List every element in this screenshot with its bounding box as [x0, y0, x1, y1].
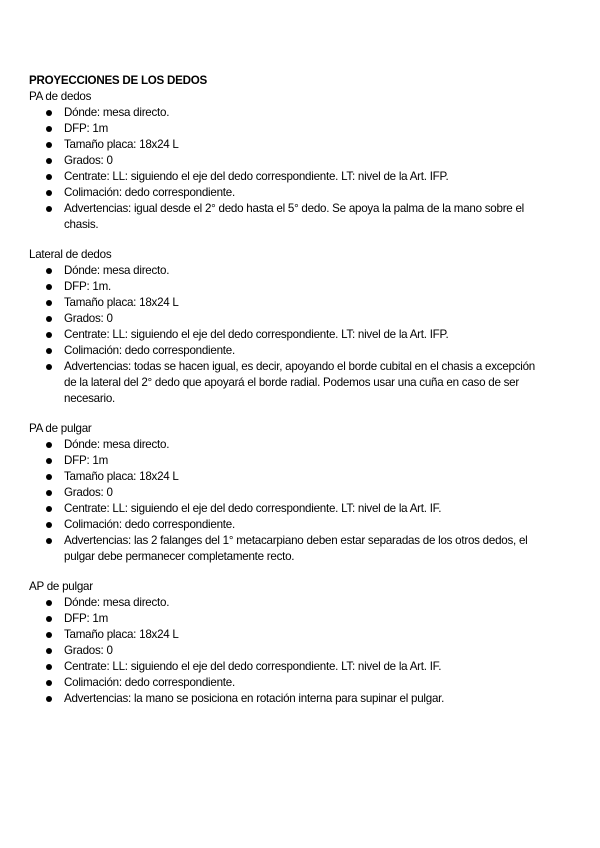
list-item-text: Tamaño placa: 18x24 L	[64, 628, 179, 641]
list-item	[29, 153, 549, 169]
section-spacer	[29, 565, 549, 579]
list-item	[29, 517, 549, 533]
list-item	[29, 469, 549, 485]
list-item-text: DFP: 1m	[64, 612, 108, 625]
list-item-text: Grados: 0	[64, 644, 113, 657]
bullet-icon	[46, 522, 52, 528]
bullet-icon	[46, 600, 52, 606]
bullet-icon	[46, 696, 52, 702]
bullet-icon	[46, 538, 52, 544]
list-item-text: Tamaño placa: 18x24 L	[64, 138, 179, 151]
bullet-icon	[46, 190, 52, 196]
section-spacer	[29, 233, 549, 247]
document-page	[29, 73, 549, 707]
list-item-text: Grados: 0	[64, 312, 113, 325]
list-item	[29, 169, 549, 185]
list-item	[29, 137, 549, 153]
bullet-icon	[46, 142, 52, 148]
bullet-icon	[46, 506, 52, 512]
list-item-text: Tamaño placa: 18x24 L	[64, 470, 179, 483]
list-item	[29, 201, 549, 233]
list-item-text: DFP: 1m	[64, 454, 108, 467]
bullet-icon	[46, 490, 52, 496]
bullet-icon	[46, 348, 52, 354]
list-item	[29, 185, 549, 201]
list-item-text: Colimación: dedo correspondiente.	[64, 518, 235, 531]
list-item-text: Tamaño placa: 18x24 L	[64, 296, 179, 309]
section-heading: Lateral de dedos	[29, 248, 112, 261]
list-item	[29, 627, 549, 643]
list-item	[29, 359, 549, 407]
section-spacer	[29, 407, 549, 421]
section-heading: PA de dedos	[29, 90, 92, 103]
bullet-list	[29, 595, 549, 707]
list-item	[29, 263, 549, 279]
list-item-text: Grados: 0	[64, 486, 113, 499]
document-title: PROYECCIONES DE LOS DEDOS	[29, 74, 207, 87]
bullet-icon	[46, 364, 52, 370]
list-item	[29, 295, 549, 311]
bullet-icon	[46, 300, 52, 306]
bullet-icon	[46, 632, 52, 638]
list-item	[29, 105, 549, 121]
list-item	[29, 501, 549, 517]
section	[29, 579, 549, 707]
list-item	[29, 485, 549, 501]
list-item-text: Dónde: mesa directo.	[64, 264, 170, 277]
list-item-text: Colimación: dedo correspondiente.	[64, 344, 235, 357]
bullet-icon	[46, 680, 52, 686]
bullet-icon	[46, 158, 52, 164]
bullet-icon	[46, 126, 52, 132]
list-item	[29, 343, 549, 359]
list-item	[29, 327, 549, 343]
bullet-list	[29, 263, 549, 407]
bullet-list	[29, 105, 549, 233]
section-heading: AP de pulgar	[29, 580, 93, 593]
list-item	[29, 533, 549, 565]
list-item-text: Grados: 0	[64, 154, 113, 167]
bullet-icon	[46, 316, 52, 322]
bullet-icon	[46, 616, 52, 622]
list-item	[29, 611, 549, 627]
list-item-text: Dónde: mesa directo.	[64, 106, 170, 119]
list-item-text: Centrate: LL: siguiendo el eje del dedo correspondiente. LT: nivel de la Art. IF.	[64, 502, 442, 515]
list-item-text: Dónde: mesa directo.	[64, 596, 170, 609]
list-item-text: Centrate: LL: siguiendo el eje del dedo correspondiente. LT: nivel de la Art. IFP.	[64, 170, 449, 183]
sections-container	[29, 89, 549, 707]
list-item-text: Dónde: mesa directo.	[64, 438, 170, 451]
list-item-text: DFP: 1m	[64, 122, 108, 135]
section	[29, 421, 549, 565]
list-item	[29, 643, 549, 659]
list-item	[29, 311, 549, 327]
bullet-icon	[46, 458, 52, 464]
section	[29, 247, 549, 407]
section-heading: PA de pulgar	[29, 422, 92, 435]
bullet-icon	[46, 110, 52, 116]
list-item-text: Colimación: dedo correspondiente.	[64, 186, 235, 199]
list-item	[29, 437, 549, 453]
list-item	[29, 121, 549, 137]
bullet-icon	[46, 268, 52, 274]
bullet-list	[29, 437, 549, 565]
list-item-text: Colimación: dedo correspondiente.	[64, 676, 235, 689]
list-item-text: DFP: 1m.	[64, 280, 111, 293]
bullet-icon	[46, 664, 52, 670]
list-item-text: Advertencias: las 2 falanges del 1° metacarpiano deben estar separadas de los otros dedos, el pulgar debe permanecer completamente recto.	[64, 534, 528, 563]
bullet-icon	[46, 332, 52, 338]
list-item	[29, 279, 549, 295]
list-item-text: Advertencias: igual desde el 2° dedo hasta el 5° dedo. Se apoya la palma de la mano sobre el chasis.	[64, 202, 525, 231]
bullet-icon	[46, 648, 52, 654]
list-item-text: Advertencias: la mano se posiciona en rotación interna para supinar el pulgar.	[64, 692, 445, 705]
list-item	[29, 675, 549, 691]
list-item-text: Centrate: LL: siguiendo el eje del dedo correspondiente. LT: nivel de la Art. IF.	[64, 660, 442, 673]
bullet-icon	[46, 284, 52, 290]
list-item	[29, 453, 549, 469]
list-item-text: Advertencias: todas se hacen igual, es decir, apoyando el borde cubital en el chasis a excepción de la lateral del 2° dedo que apoyará el borde radial. Podemos usar una cuña en caso de ser necesario.	[64, 360, 535, 405]
list-item	[29, 691, 549, 707]
list-item	[29, 659, 549, 675]
bullet-icon	[46, 206, 52, 212]
bullet-icon	[46, 174, 52, 180]
bullet-icon	[46, 474, 52, 480]
list-item	[29, 595, 549, 611]
section	[29, 89, 549, 233]
list-item-text: Centrate: LL: siguiendo el eje del dedo correspondiente. LT: nivel de la Art. IFP.	[64, 328, 449, 341]
bullet-icon	[46, 442, 52, 448]
